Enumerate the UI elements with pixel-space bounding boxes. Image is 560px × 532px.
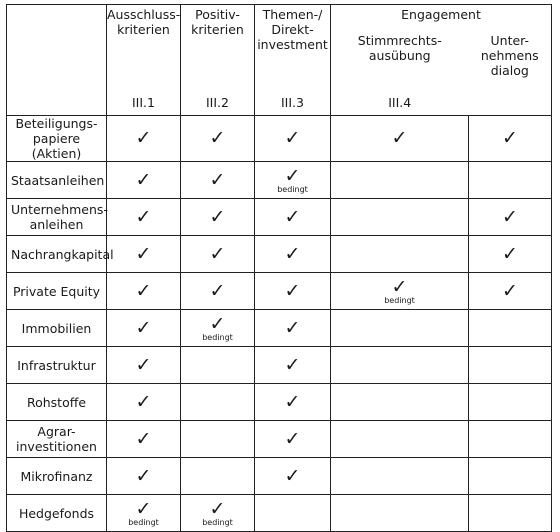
- checkmark-icon: ✓: [284, 353, 301, 376]
- checkmark-icon: ✓: [391, 275, 408, 298]
- table-row: [7, 458, 552, 495]
- table-cell: [107, 310, 181, 347]
- checkmark-icon: ✓: [502, 127, 518, 149]
- table-cell: [331, 273, 469, 310]
- table-cell: [255, 116, 331, 162]
- checkmark-icon: ✓: [135, 497, 152, 520]
- row-label: Agrar- investitionen: [7, 421, 107, 458]
- checkmark-icon: ✓: [284, 279, 301, 302]
- table-cell: [107, 458, 181, 495]
- table-cell: [331, 236, 469, 273]
- table-cell: [181, 162, 255, 199]
- table-cell: [181, 384, 255, 421]
- table-cell: [331, 162, 469, 199]
- checkmark-icon: ✓: [209, 127, 226, 149]
- checkmark-icon: ✓: [284, 316, 301, 339]
- row-label: Private Equity: [7, 273, 107, 310]
- header-ausschlusskriterien: [107, 5, 181, 116]
- table-cell: [107, 236, 181, 273]
- row-label: Beteiligungs- papiere (Aktien): [7, 116, 107, 162]
- table-cell: [255, 384, 331, 421]
- table-cell: [181, 458, 255, 495]
- checkmark-icon: ✓: [135, 168, 152, 191]
- criteria-table: [6, 4, 552, 532]
- checkmark-icon: ✓: [209, 497, 226, 520]
- table-cell: [469, 384, 552, 421]
- table-row: [7, 162, 552, 199]
- row-label: Mikrofinanz: [7, 458, 107, 495]
- row-label: Immobilien: [7, 310, 107, 347]
- header-themen-direktinvestment: [255, 5, 331, 116]
- table-cell: [107, 495, 181, 532]
- header-code: III.2: [206, 95, 229, 110]
- table-cell: [469, 236, 552, 273]
- table-cell: [181, 199, 255, 236]
- checkmark-icon: ✓: [391, 127, 408, 149]
- table-cell: [469, 421, 552, 458]
- row-label: Rohstoffe: [7, 384, 107, 421]
- table-cell: [469, 199, 552, 236]
- table-cell: [331, 116, 469, 162]
- checkmark-icon: ✓: [135, 127, 152, 149]
- checkmark-icon: ✓: [284, 390, 301, 413]
- table-row: [7, 199, 552, 236]
- condition-note: bedingt: [277, 184, 308, 194]
- header-corner: [7, 5, 107, 116]
- table-row: [7, 495, 552, 532]
- table-cell: [181, 495, 255, 532]
- row-label: Hedgefonds: [7, 495, 107, 532]
- checkmark-icon: ✓: [135, 205, 152, 228]
- table-cell: [181, 310, 255, 347]
- table-cell: [331, 310, 469, 347]
- table-cell: [107, 162, 181, 199]
- table-cell: [469, 458, 552, 495]
- table-cell: [107, 199, 181, 236]
- table-cell: [469, 495, 552, 532]
- table-cell: [255, 347, 331, 384]
- header-code: III.1: [132, 95, 155, 110]
- header-label: Unter- nehmens dialog: [480, 33, 539, 78]
- condition-note: bedingt: [202, 517, 233, 527]
- row-label: Infrastruktur: [7, 347, 107, 384]
- table-cell: [331, 384, 469, 421]
- checkmark-icon: ✓: [502, 279, 518, 302]
- checkmark-icon: ✓: [209, 242, 226, 265]
- header-label: Positiv- kriterien: [191, 7, 244, 37]
- table-cell: [255, 421, 331, 458]
- checkmark-icon: ✓: [135, 464, 152, 487]
- table-cell: [469, 273, 552, 310]
- table-cell: [331, 421, 469, 458]
- table-cell: [181, 421, 255, 458]
- table-cell: [255, 236, 331, 273]
- table-cell: [469, 310, 552, 347]
- checkmark-icon: ✓: [135, 353, 152, 376]
- header-code: III.3: [281, 95, 304, 110]
- checkmark-icon: ✓: [209, 205, 226, 228]
- header-positivkriterien: [181, 5, 255, 116]
- table-cell: [255, 310, 331, 347]
- header-label: Ausschluss- kriterien: [107, 7, 181, 37]
- table-row: [7, 310, 552, 347]
- table-cell: [181, 273, 255, 310]
- table-row: [7, 384, 552, 421]
- checkmark-icon: ✓: [284, 427, 301, 450]
- table-row: [7, 421, 552, 458]
- table-cell: [255, 162, 331, 199]
- table-cell: [255, 458, 331, 495]
- checkmark-icon: ✓: [502, 242, 518, 265]
- header-code: III.4: [388, 95, 412, 110]
- checkmark-icon: ✓: [209, 279, 226, 302]
- table-cell: [107, 384, 181, 421]
- table-cell: [107, 116, 181, 162]
- header-label: Stimmrechts- ausübung: [357, 33, 442, 63]
- table-cell: [331, 458, 469, 495]
- table-cell: [107, 273, 181, 310]
- checkmark-icon: ✓: [135, 427, 152, 450]
- header-stimmrechtsausuebung: [331, 29, 469, 116]
- row-label: Unternehmens- anleihen: [7, 199, 107, 236]
- header-engagement: Engagement: [331, 5, 552, 30]
- table-cell: [181, 347, 255, 384]
- table-cell: [469, 162, 552, 199]
- table-cell: [331, 199, 469, 236]
- table-cell: [331, 347, 469, 384]
- checkmark-icon: ✓: [284, 164, 301, 187]
- table-cell: [255, 495, 331, 532]
- criteria-table-wrapper: [6, 4, 552, 532]
- table-row: [7, 116, 552, 162]
- table-cell: [469, 347, 552, 384]
- header-unternehmensdialog: [469, 29, 552, 116]
- table-cell: [331, 495, 469, 532]
- header-label: Themen-/ Direkt- investment: [257, 7, 328, 52]
- condition-note: bedingt: [128, 517, 159, 527]
- checkmark-icon: ✓: [135, 390, 152, 413]
- table-cell: [255, 199, 331, 236]
- row-label: Nachrangkapital: [7, 236, 107, 273]
- checkmark-icon: ✓: [284, 242, 301, 265]
- table-cell: [181, 236, 255, 273]
- checkmark-icon: ✓: [284, 127, 301, 149]
- table-row: [7, 347, 552, 384]
- table-cell: [107, 347, 181, 384]
- checkmark-icon: ✓: [209, 168, 226, 191]
- checkmark-icon: ✓: [502, 205, 518, 228]
- table-row: [7, 236, 552, 273]
- row-label: Staatsanleihen: [7, 162, 107, 199]
- checkmark-icon: ✓: [135, 316, 152, 339]
- table-cell: [469, 116, 552, 162]
- checkmark-icon: ✓: [135, 242, 152, 265]
- table-cell: [181, 116, 255, 162]
- checkmark-icon: ✓: [135, 279, 152, 302]
- table-cell: [255, 273, 331, 310]
- table-body: [7, 116, 552, 532]
- table-row: [7, 273, 552, 310]
- checkmark-icon: ✓: [209, 312, 226, 335]
- condition-note: bedingt: [202, 332, 233, 342]
- condition-note: bedingt: [384, 295, 415, 305]
- checkmark-icon: ✓: [284, 205, 301, 228]
- checkmark-icon: ✓: [284, 464, 301, 487]
- table-cell: [107, 421, 181, 458]
